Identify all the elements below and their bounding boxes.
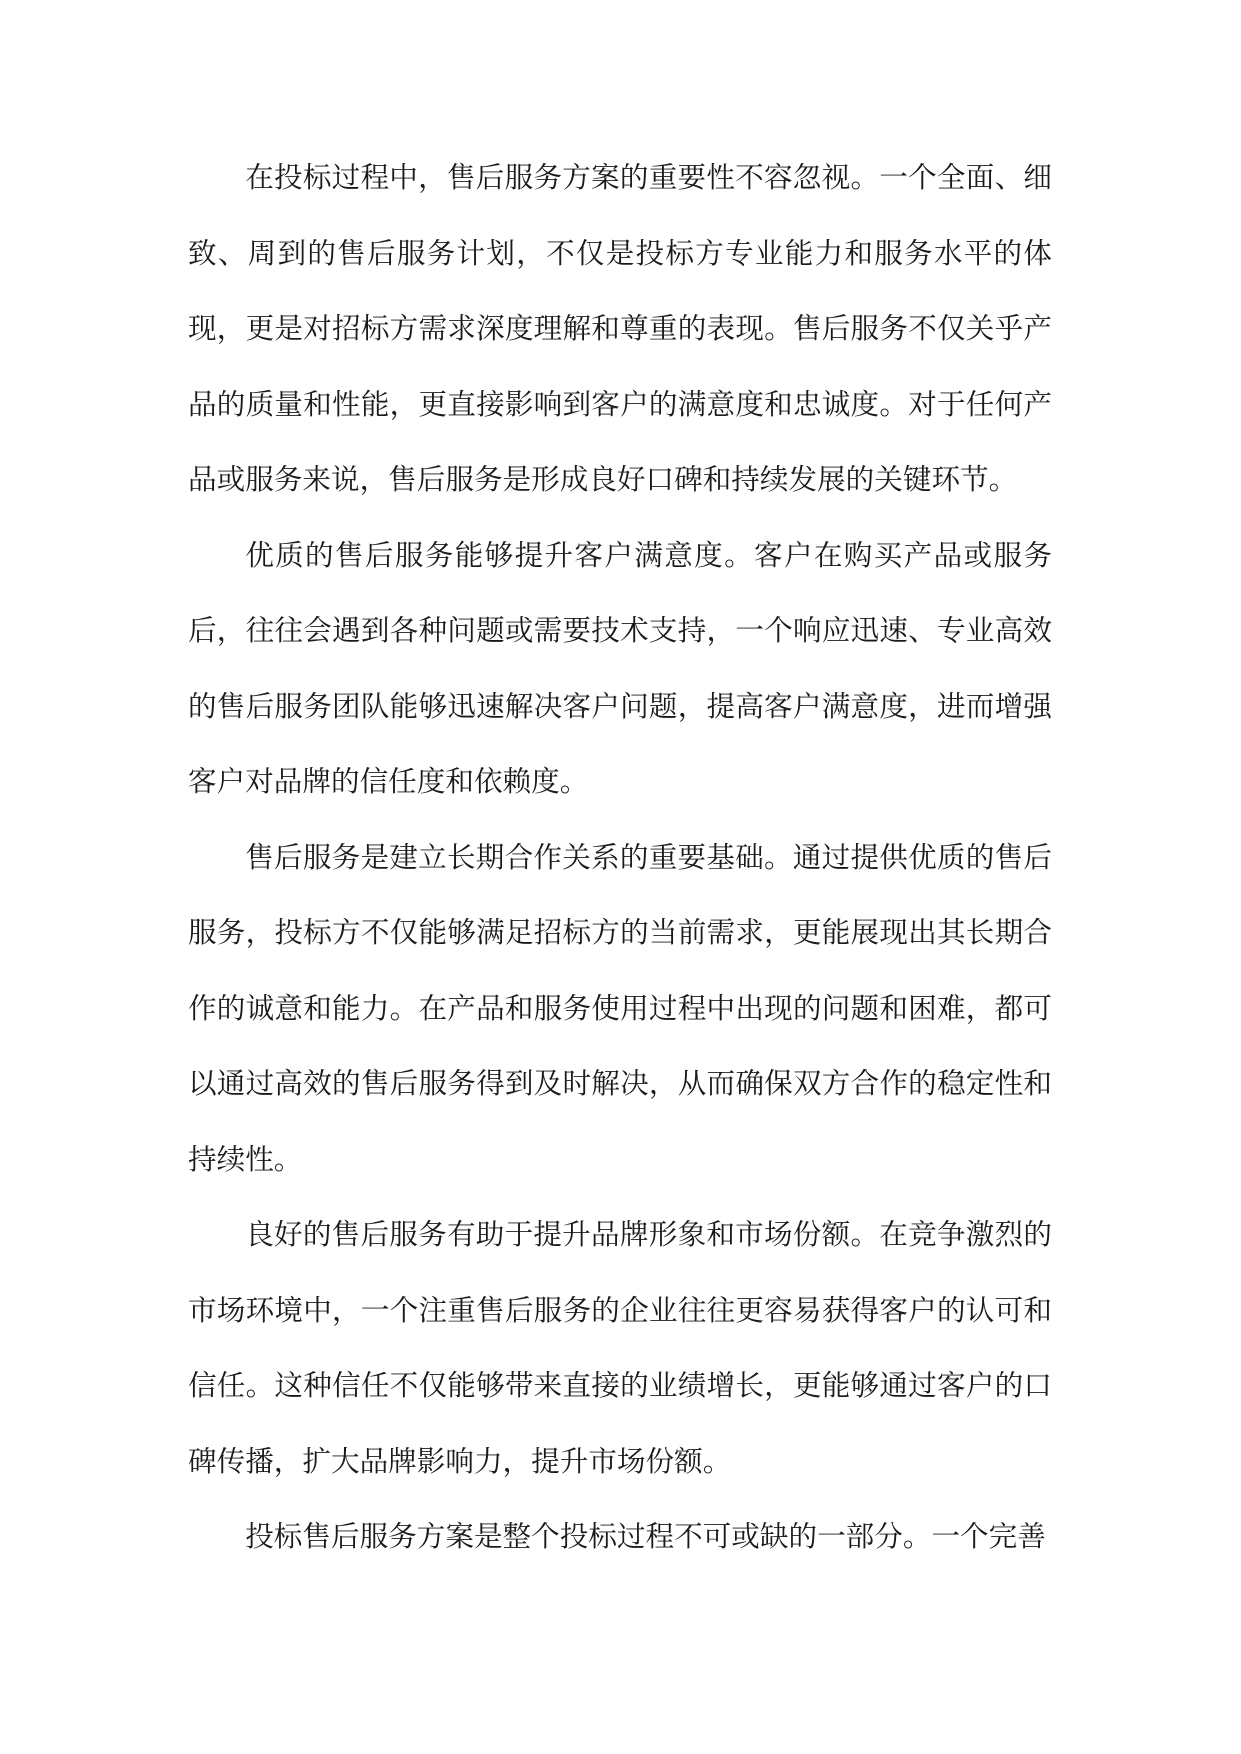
paragraph-satisfaction: 优质的售后服务能够提升客户满意度。客户在购买产品或服务后，往往会遇到各种问题或需要技术支持，一个响应迅速、专业高效的售后服务团队能够迅速解决客户问题，提高客户满意度，进而增强客户对品牌的信任度和依赖度。 [188,537,1052,798]
paragraph-importance: 在投标过程中，售后服务方案的重要性不容忽视。一个全面、细致、周到的售后服务计划，不仅是投标方专业能力和服务水平的体现，更是对招标方需求深度理解和尊重的表现。售后服务不仅关乎产品的质量和性能，更直接影响到客户的满意度和忠诚度。对于任何产品或服务来说，售后服务是形成良好口碑和持续发展的关键环节。 [188,160,1052,496]
paragraph-long-term-cooperation: 售后服务是建立长期合作关系的重要基础。通过提供优质的售后服务，投标方不仅能够满足招标方的当前需求，更能展现出其长期合作的诚意和能力。在产品和服务使用过程中出现的问题和困难，都可以通过高效的售后服务得到及时解决，从而确保双方合作的稳定性和持续性。 [188,839,1052,1176]
paragraph-brand-image: 良好的售后服务有助于提升品牌形象和市场份额。在竞争激烈的市场环境中，一个注重售后服务的企业往往更容易获得客户的认可和信任。这种信任不仅能够带来直接的业绩增长，更能够通过客户的口碑传播，扩大品牌影响力，提升市场份额。 [188,1217,1052,1478]
document-body [188,140,1052,1575]
paragraph-conclusion: 投标售后服务方案是整个投标过程不可或缺的一部分。一个完善 [245,1519,1046,1553]
